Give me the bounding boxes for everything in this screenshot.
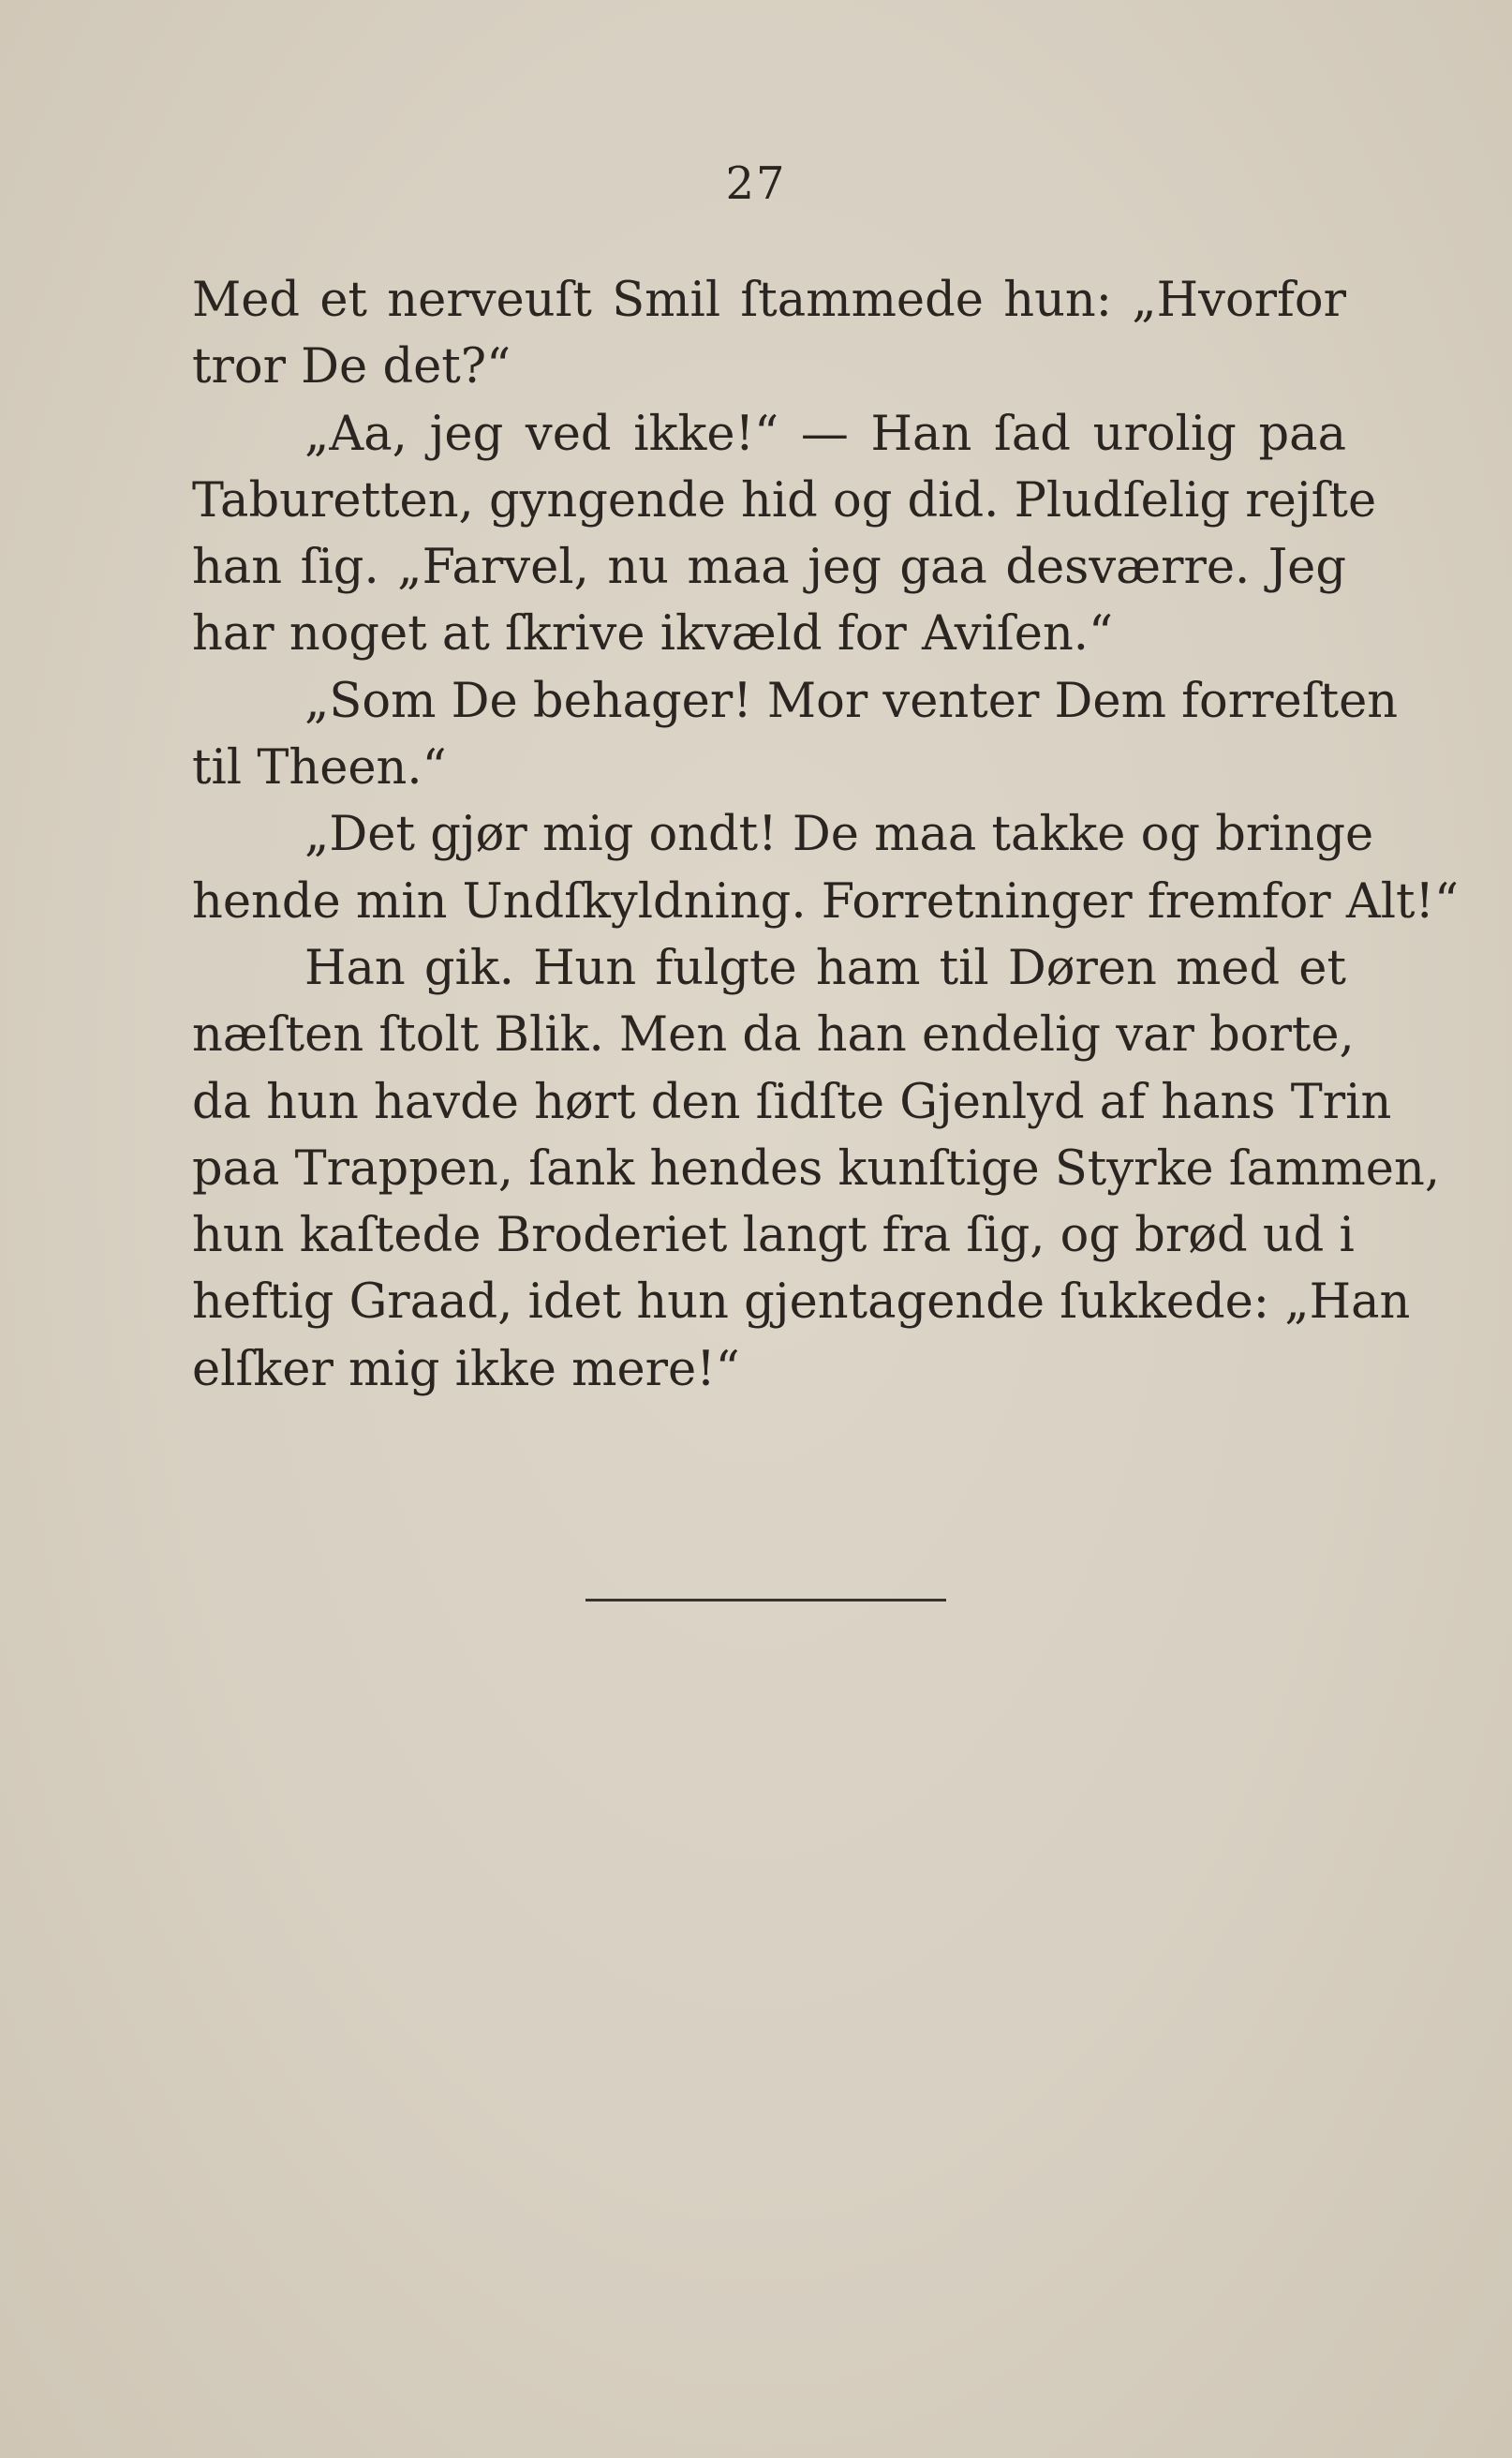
text-line: hun kaſtede Broderiet langt fra ſig, og brød ud i (192, 1208, 1355, 1264)
text-line: tror De det?“ (192, 339, 511, 395)
text-line: Med et nerveuſt Smil ſtammede hun: „Hvorfor (192, 273, 1346, 328)
text-line: paa Trappen, ſank hendes kunſtige Styrke ſammen, (192, 1140, 1441, 1197)
text-line: til Theen.“ (192, 740, 447, 797)
text-line: da hun havde hørt den ſidſte Gjenlyd af hans Trin (192, 1074, 1392, 1130)
body-text (192, 267, 1460, 1403)
text-line: næſten ſtolt Blik. Men da han endelig var borte, (192, 1007, 1355, 1064)
text-line: „Aa, jeg ved ikke!“ — Han ſad urolig paa (304, 406, 1346, 462)
text-line: hende min Undſkyldning. Forretninger fremfor Alt!“ (192, 873, 1460, 930)
text-line: „Det gjør mig ondt! De maa takke og bringe (304, 807, 1374, 863)
text-line: Han gik. Hun fulgte ham til Døren med et (304, 940, 1346, 996)
section-divider (586, 1599, 946, 1601)
page-number: 27 (725, 157, 787, 210)
text-line: har noget at ſkrive ikvæld for Aviſen.“ (192, 606, 1114, 663)
text-line: heftig Graad, idet hun gjentagende ſukkede: „Han (192, 1274, 1411, 1331)
text-line: han ſig. „Farvel, nu maa jeg gaa desværre. Jeg (192, 540, 1346, 596)
text-line: Taburetten, gyngende hid og did. Pludſelig rejſte (192, 472, 1377, 529)
text-line: „Som De behager! Mor venter Dem forreſten (304, 673, 1399, 729)
text-line: elſker mig ikke mere!“ (192, 1341, 740, 1397)
